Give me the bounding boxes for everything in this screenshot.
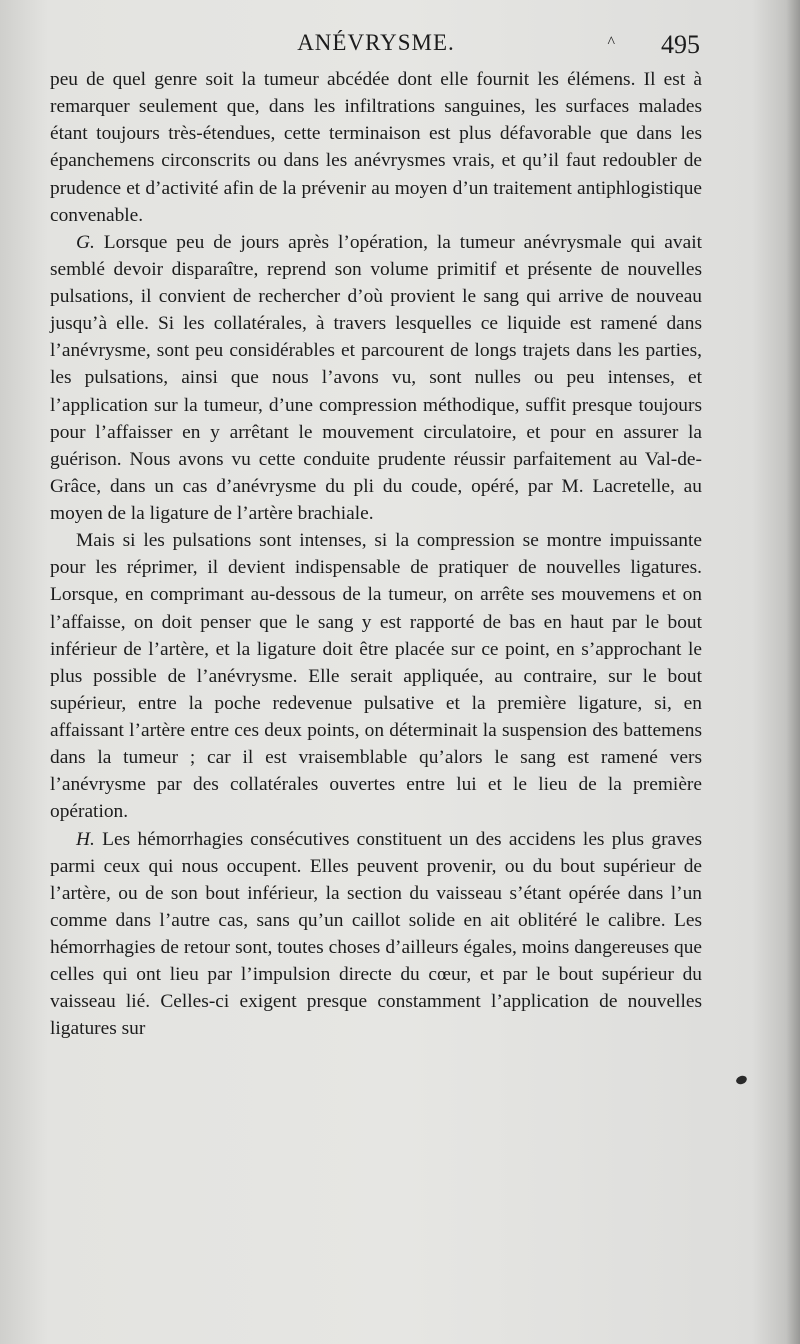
paragraph-4 <box>50 826 702 1043</box>
printer-mark: ^ <box>607 34 615 51</box>
paragraph-2 <box>50 229 702 527</box>
running-head: ANÉVRYSME. <box>297 30 455 55</box>
body-text <box>50 66 702 1043</box>
page-gutter-shadow <box>786 0 800 1344</box>
paragraph-2-text: Lorsque peu de jours après l’opération, la tumeur anévrysmale qui avait semblé devoir disparaître, reprend son volume primitif et présente de nouvelles pulsations, il convient de rechercher d’où provient le sang qui arrive de nouveau jusqu’à elle. Si les collatérales, à travers lesquelles ce liquide est ramené dans l’anévrysme, sont peu considérables et parcourent de longs trajets dans les parties, les pulsations, ainsi que nous l’avons vu, sont nulles ou peu intenses, et l’application sur la tumeur, d’une compression méthodique, suffit presque toujours pour l’affaisser en y arrêtant le mouvement circulatoire, et pour en assurer la guérison. Nous avons vu cette conduite prudente réussir parfaitement au Val-de-Grâce, dans un cas d’anévrysme du pli du coude, opéré, par M. Lacretelle, au moyen de la ligature de l’artère brachiale. <box>50 231 702 524</box>
section-letter-g: G. <box>76 231 95 253</box>
section-letter-h: H. <box>76 828 95 850</box>
paragraph-1 <box>50 66 702 229</box>
ink-blot <box>735 1074 748 1085</box>
paragraph-1-text: peu de quel genre soit la tumeur abcédée dont elle fournit les élémens. Il est à remarquer seulement que, dans les infiltrations sanguines, les surfaces malades étant toujours très-étendues, cette terminaison est plus défavorable que dans les épanchemens circonscrits ou dans les anévrysmes vrais, et qu’il faut redoubler de prudence et d’activité afin de la prévenir au moyen d’un traitement antiphlogistique convenable. <box>50 69 702 226</box>
paragraph-3-text: Mais si les pulsations sont intenses, si la compression se montre impuissante pour les réprimer, il devient indispensable de pratiquer de nouvelles ligatures. Lorsque, en comprimant au-dessous de la tumeur, on arrête ses mouvemens et on l’affaisse, on doit penser que le sang y est rapporté de bas en haut par le bout inférieur de l’artère, et la ligature doit être placée sur ce point, en s’approchant le plus possible de l’anévrysme. Elle serait appliquée, au contraire, sur le bout supérieur, entre la poche redevenue pulsative et la première ligature, si, en affaissant l’artère entre ces deux points, on déterminait la suspension des battemens dans la tumeur ; car il est vraisemblable qu’alors le sang est ramené vers l’anévrysme par des collatérales ouvertes entre lui et le lieu de la première opération. <box>50 530 702 823</box>
paragraph-4-text: Les hémorrhagies consécutives constituent un des accidens les plus graves parmi ceux qui nous occupent. Elles peuvent provenir, ou du bout supérieur de l’artère, ou de son bout inférieur, la section du vaisseau s’étant opérée dans l’un comme dans l’autre cas, sans qu’un caillot solide en ait oblitéré le calibre. Les hémorrhagies de retour sont, toutes choses d’ailleurs égales, moins dangereuses que celles qui ont lieu par l’impulsion directe du cœur, et par le bout supérieur du vaisseau lié. Celles-ci exigent presque constamment l’application de nouvelles ligatures sur <box>50 828 703 1040</box>
paragraph-3 <box>50 527 702 825</box>
page-header <box>52 30 700 64</box>
page-number: 495 <box>661 30 700 59</box>
